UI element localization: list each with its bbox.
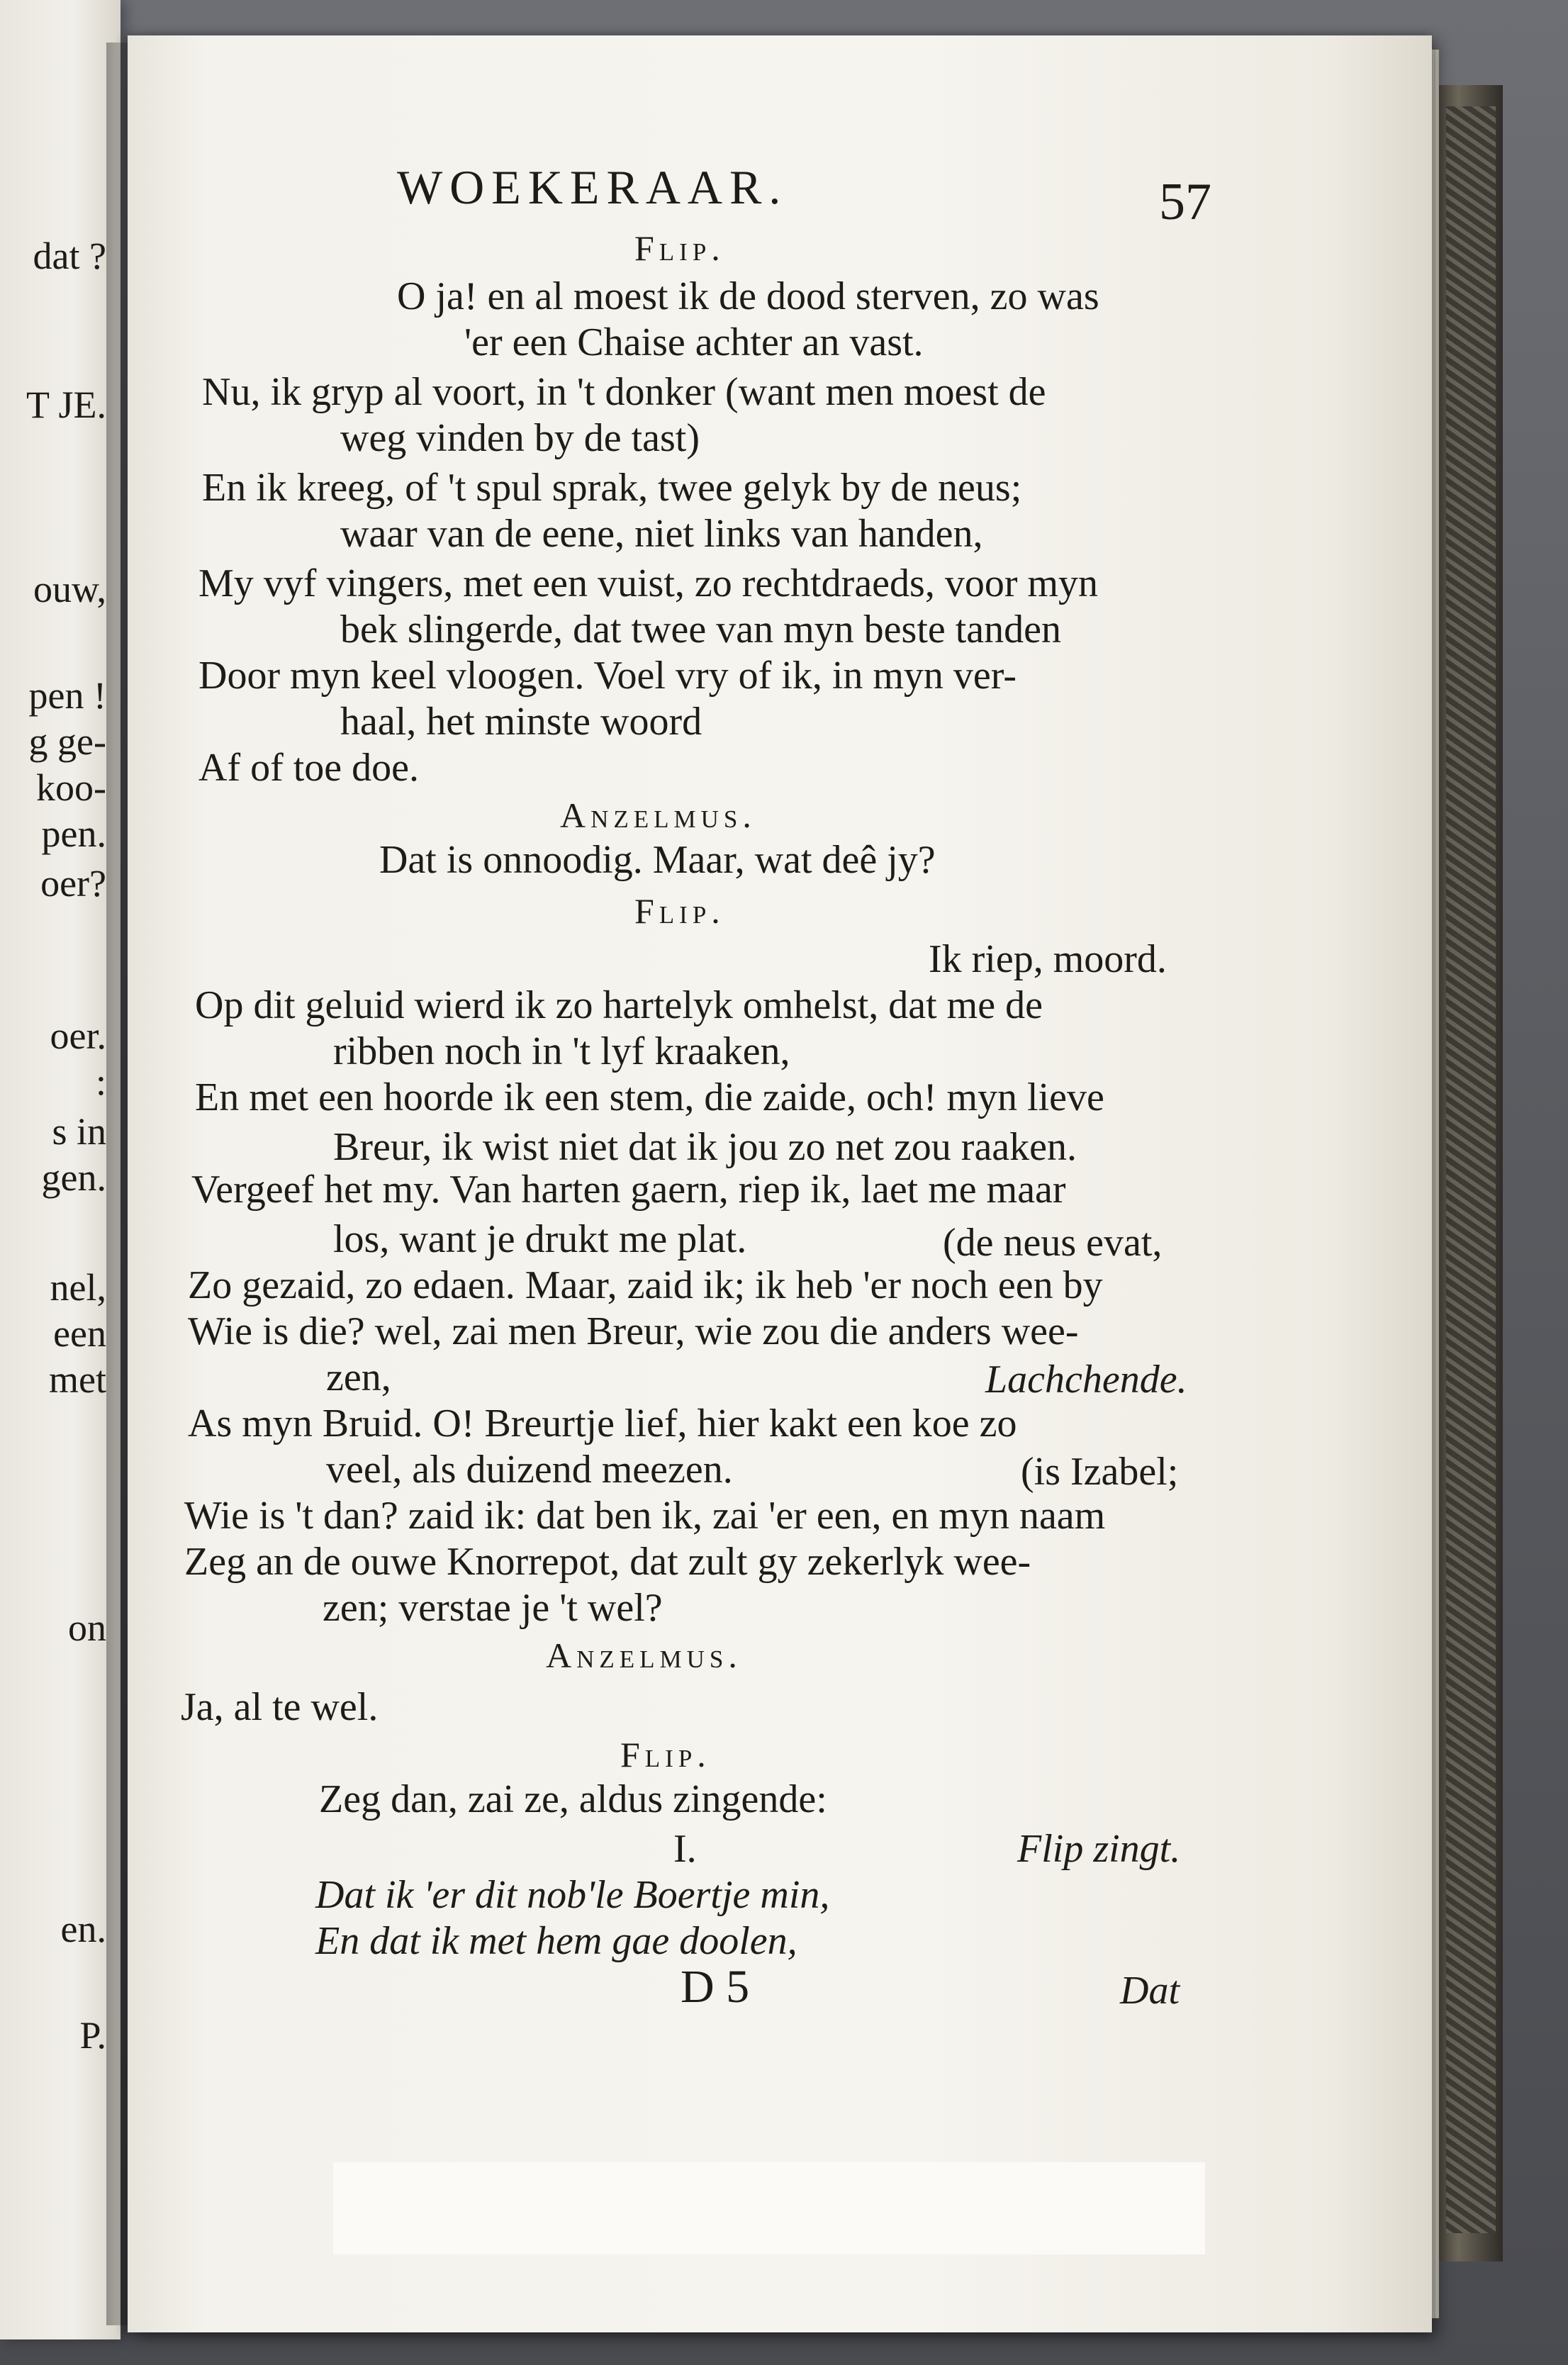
speaker-name: Flip. (634, 891, 725, 931)
text-line: Af of toe doe. (198, 746, 420, 790)
left-page-fragment: T JE. (26, 384, 106, 426)
text-line: ribben noch in 't lyf kraaken, (333, 1029, 790, 1073)
text-line: Zo gezaid, zo edaen. Maar, zaid ik; ik heb 'er noch een by (188, 1263, 1103, 1307)
verse-number: I. (673, 1827, 697, 1871)
text-line: Nu, ik gryp al voort, in 't donker (want men moest de (202, 370, 1046, 414)
left-page-fragment: g ge- (28, 720, 106, 763)
left-page-fragment: een (53, 1312, 106, 1355)
text-line: As myn Bruid. O! Breurtje lief, hier kakt een koe zo (188, 1402, 1017, 1446)
text-line: Zeg dan, zai ze, aldus zingende: (319, 1777, 827, 1821)
text-line: Door myn keel vloogen. Voel vry of ik, in myn ver- (198, 654, 1017, 698)
speaker-name: Flip. (620, 1735, 711, 1774)
speaker-name: Flip. (634, 228, 725, 268)
text-line: En met een hoorde ik een stem, die zaide, och! myn lieve (195, 1075, 1104, 1119)
text-line: Dat is onnoodig. Maar, wat deê jy? (379, 838, 936, 882)
left-page-fragment: pen. (41, 812, 106, 855)
text-line: Ik riep, moord. (929, 937, 1167, 981)
verse-line: En dat ik met hem gae doolen, (315, 1919, 797, 1963)
left-page-fragment: oer. (50, 1014, 106, 1057)
text-line: los, want je drukt me plat. (333, 1217, 747, 1261)
catchword: Dat (1120, 1969, 1180, 2013)
signature-mark: D 5 (681, 1961, 750, 2013)
text-line: zen; verstae je 't wel? (323, 1586, 663, 1630)
text-line: veel, als duizend meezen. (326, 1448, 733, 1492)
left-page-fragment: s in (52, 1110, 106, 1153)
marbled-cover-edge (1446, 106, 1496, 2233)
left-page-fragment: on (68, 1606, 106, 1649)
text-line: 'er een Chaise achter an vast. (464, 320, 924, 364)
left-facing-page (0, 0, 121, 2339)
text-line: bek slingerde, dat twee van myn beste tanden (340, 608, 1061, 652)
left-page-fragment: : (95, 1061, 106, 1103)
text-line: Wie is die? wel, zai men Breur, wie zou die anders wee- (188, 1309, 1079, 1353)
left-page-fragment: gen. (41, 1156, 106, 1199)
text-line: En ik kreeg, of 't spul sprak, twee gelyk by de neus; (202, 466, 1022, 510)
text-line: Zeg an de ouwe Knorrepot, dat zult gy zekerlyk wee- (184, 1540, 1031, 1584)
left-page-fragment: met (49, 1358, 106, 1401)
left-page-fragment: en. (60, 1908, 106, 1950)
stage-direction: Flip zingt. (1017, 1827, 1181, 1871)
speaker-name: Anzelmus. (560, 795, 756, 835)
verse-line: Dat ik 'er dit nob'le Boertje min, (315, 1873, 830, 1917)
page-number: 57 (1159, 173, 1211, 231)
text-line: O ja! en al moest ik de dood sterven, zo was (397, 274, 1099, 318)
text-line: (de neus evat, (943, 1221, 1163, 1265)
text-line: Ja, al te wel. (181, 1685, 379, 1729)
text-line: Vergeef het my. Van harten gaern, riep ik, laet me maar (191, 1168, 1066, 1212)
text-line: (is Izabel; (1021, 1450, 1179, 1494)
text-line: waar van de eene, niet links van handen, (340, 512, 983, 556)
paper-label-strip (333, 2162, 1205, 2254)
left-page-fragment: koo- (36, 766, 106, 809)
left-page-fragment: pen ! (28, 674, 106, 717)
text-line: My vyf vingers, met een vuist, zo rechtdraeds, voor myn (198, 561, 1099, 605)
text-line: Op dit geluid wierd ik zo hartelyk omhelst, dat me de (195, 983, 1043, 1027)
left-page-fragment: ouw, (33, 568, 106, 610)
text-line: weg vinden by de tast) (340, 416, 700, 460)
left-page-fragment: P. (79, 2014, 106, 2057)
left-page-fragment: dat ? (33, 235, 106, 277)
text-line: Wie is 't dan? zaid ik: dat ben ik, zai 'er een, en myn naam (184, 1494, 1106, 1538)
left-page-fragment: nel, (50, 1266, 106, 1309)
speaker-name: Anzelmus. (546, 1636, 742, 1675)
stage-direction: Lachchende. (985, 1358, 1187, 1402)
running-title: WOEKERAAR. (397, 160, 788, 214)
text-line: Breur, ik wist niet dat ik jou zo net zou raaken. (333, 1125, 1077, 1169)
left-page-fragment: oer? (40, 862, 106, 905)
text-line: haal, het minste woord (340, 700, 702, 744)
text-line: zen, (326, 1355, 391, 1399)
